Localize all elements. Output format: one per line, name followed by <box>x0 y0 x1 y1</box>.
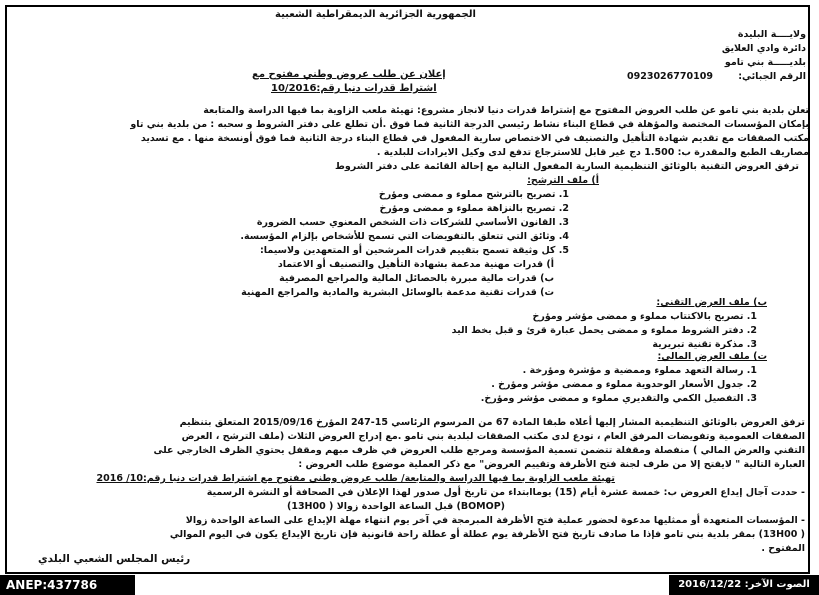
list-item: 3. مذكرة تقنية تبريرية <box>652 339 757 350</box>
section-a-list <box>240 188 569 258</box>
list-item: ت) قدرات تقنية مدعمة بالوسائل البشرية والمادية والمراجع المهنية <box>241 287 554 298</box>
fiscal-number: 0923026770109 <box>627 71 713 82</box>
body-line-5: تهيئة ملعب الزاوية بما فيها الدراسة والمتابعة/ طلب عروض وطني مفتوح مع اشتراط قدرات دنيا رقم:10/ 2016 <box>96 473 615 484</box>
daira-line: دائرة وادي العلايق <box>721 43 806 54</box>
body-line-8: - المؤسسات المتعهدة أو ممثليها مدعوة لحضور عملية فتح الأظرفة المبرمجة في آخر يوم انتهاء مهلة الإيداع على الساعة الواحدة زوالا <box>185 515 805 526</box>
intro-line-3: مكتب الصفقات مع تقديم شهادة التأهيل والتصنيف في الاختصاص سارية المفعول في قطاع البناء درجة الثانية فما فوق أونسخة منها . مع تسديد <box>140 133 809 144</box>
body-line-7: (BOMOP) قبل الساعة الواحدة زوالا ( 13H00) <box>286 501 505 512</box>
section-c-label: ت) ملف العرض المالي: <box>657 351 767 362</box>
list-item: 3. التفصيل الكمي والتقديري مملوء و ممضى مؤشر ومؤرخ. <box>480 393 757 404</box>
wilaya-line: ولايــــة البليدة <box>737 29 806 40</box>
intro-line-4: مصاريف الطبع والمقدرة ب: 1.500 دج غير قابل للاسترجاع تدفع لدى وكيل الايرادات للبلدية . <box>376 147 809 158</box>
source-badge: الصوت الآخر: 2016/12/22 <box>669 575 819 595</box>
body-line-4: العبارة التالية " لايفتح إلا من طرف لجنة فتح الأظرفة وتقييم العروض" مع ذكر العملية موضوع طلب العروض : <box>298 459 805 470</box>
section-a-label: أ) ملف الترشح: <box>527 175 599 186</box>
intro-line-2: بإمكان المؤسسات المختصة والمؤهلة في قطاع البناء نشاط رئيسي الدرجة الثانية فما فوق .أن تطلع على دفتر الشروط و سحبه : من بلدية بني تاو <box>130 119 809 130</box>
intro-line-1: تعلن بلدية بني تامو عن طلب العروض المفتوح مع إشتراط قدرات دنيا لانجاز مشروع: تهيئة ملعب الزاوية بما فيها الدراسة والمتابعة <box>203 105 809 116</box>
republic-heading: الجمهورية الجزائرية الديمقراطية الشعبية <box>275 9 476 20</box>
commune-line: بلديـــــة بني تامو <box>724 57 806 68</box>
list-item: 5. كل وثيقة تسمح بتقييم قدرات المرشحين أو المتعهدين ولاسيما: <box>260 245 569 256</box>
list-item: 2. دفتر الشروط مملوء و ممضى يحمل عبارة قرئ و قبل بخط اليد <box>451 325 757 336</box>
anep-badge: ANEP:437786 <box>0 575 135 595</box>
list-item: ب) قدرات مالية مبررة بالحصائل المالية والمراجع المصرفية <box>279 273 554 284</box>
announcement-subtitle: اشتراط قدرات دنيا رقم:10/2016 <box>271 83 437 94</box>
body-line-3: التقني والعرض المالي ) منفصلة ومقفلة تتضمن تسمية المؤسسة ومرجع طلب العروض في ظرف مبهم ومقفل يحتوي الظرف الخارجي على <box>153 445 805 456</box>
body-line-2: الصفقات العمومية وتفويضات المرفق العام ، تودع لدى مكتب الصفقات لبلدية بني تامو .مع إدراج العروض الثلاث (ملف الترشح ، العرض <box>181 431 805 442</box>
list-item: 2. جدول الأسعار الوحدوية مملوء و ممضى مؤشر ومؤرخ . <box>491 379 757 390</box>
intro-line-5: ترفق العروض التقنية بالوثائق التنظيمية السارية المفعول التالية مع إحالة القائمة على دفتر الشروط <box>335 161 799 172</box>
section-b-list <box>452 310 757 352</box>
list-item: 1. تصريح بالاكتتاب مملوء و ممضى مؤشر ومؤرخ <box>532 311 757 322</box>
body-line-1: ترفق العروض بالوثائق التنظيمية المشار إليها أعلاه طبقا المادة 67 من المرسوم الرئاسي 15-247 المؤرخ 2015/09/16 المتعلق بتنظيم <box>179 417 805 428</box>
body-line-10: المفتوح . <box>761 543 805 554</box>
fiscal-label: الرقم الجبائي: <box>738 71 806 82</box>
list-item: 1. تصريح بالترشح مملوء و ممضى ومؤرخ <box>378 189 569 200</box>
list-item: 3. القانون الأساسي للشركات ذات الشخص المعنوي حسب الضرورة <box>256 217 569 228</box>
body-line-6: - حددت آجال إيداع العروض ب: خمسة عشرة أيام (15) يوماابتداء من تاريخ أول صدور لهذا الإعلان في الصحافة أو النشرة الرسمية <box>206 487 805 498</box>
body-line-9: ( 13H00) بمقر بلدية بني تامو فإذا ما صادف تاريخ فتح الأظرفة يوم عطلة أو عطلة راحة قانونية فإن تاريخ الإيداع يكون في اليوم الموالي <box>169 529 805 540</box>
list-item: أ) قدرات مهنية مدعمة بشهادة التأهيل والتصنيف أو الاعتماد <box>277 259 554 270</box>
list-item: 4. وثائق التي تتعلق بالتفويضات التي تسمح للأشخاص بإلزام المؤسسة. <box>240 231 569 242</box>
list-item: 1. رسالة التعهد مملوء وممضية و مؤشرة ومؤرخة . <box>522 365 757 376</box>
section-b-label: ب) ملف العرض التقني: <box>656 297 767 308</box>
section-a-sublist <box>241 258 554 300</box>
intro-block <box>10 104 809 174</box>
body-block <box>14 416 805 556</box>
section-c-list <box>481 364 757 406</box>
announcement-title: إعلان عن طلب عروض وطني مفتوح مع <box>252 69 446 80</box>
signature: رئيس المجلس الشعبي البلدي <box>38 553 191 565</box>
list-item: 2. تصريح بالنزاهة مملوء و ممضى ومؤرخ <box>379 203 569 214</box>
